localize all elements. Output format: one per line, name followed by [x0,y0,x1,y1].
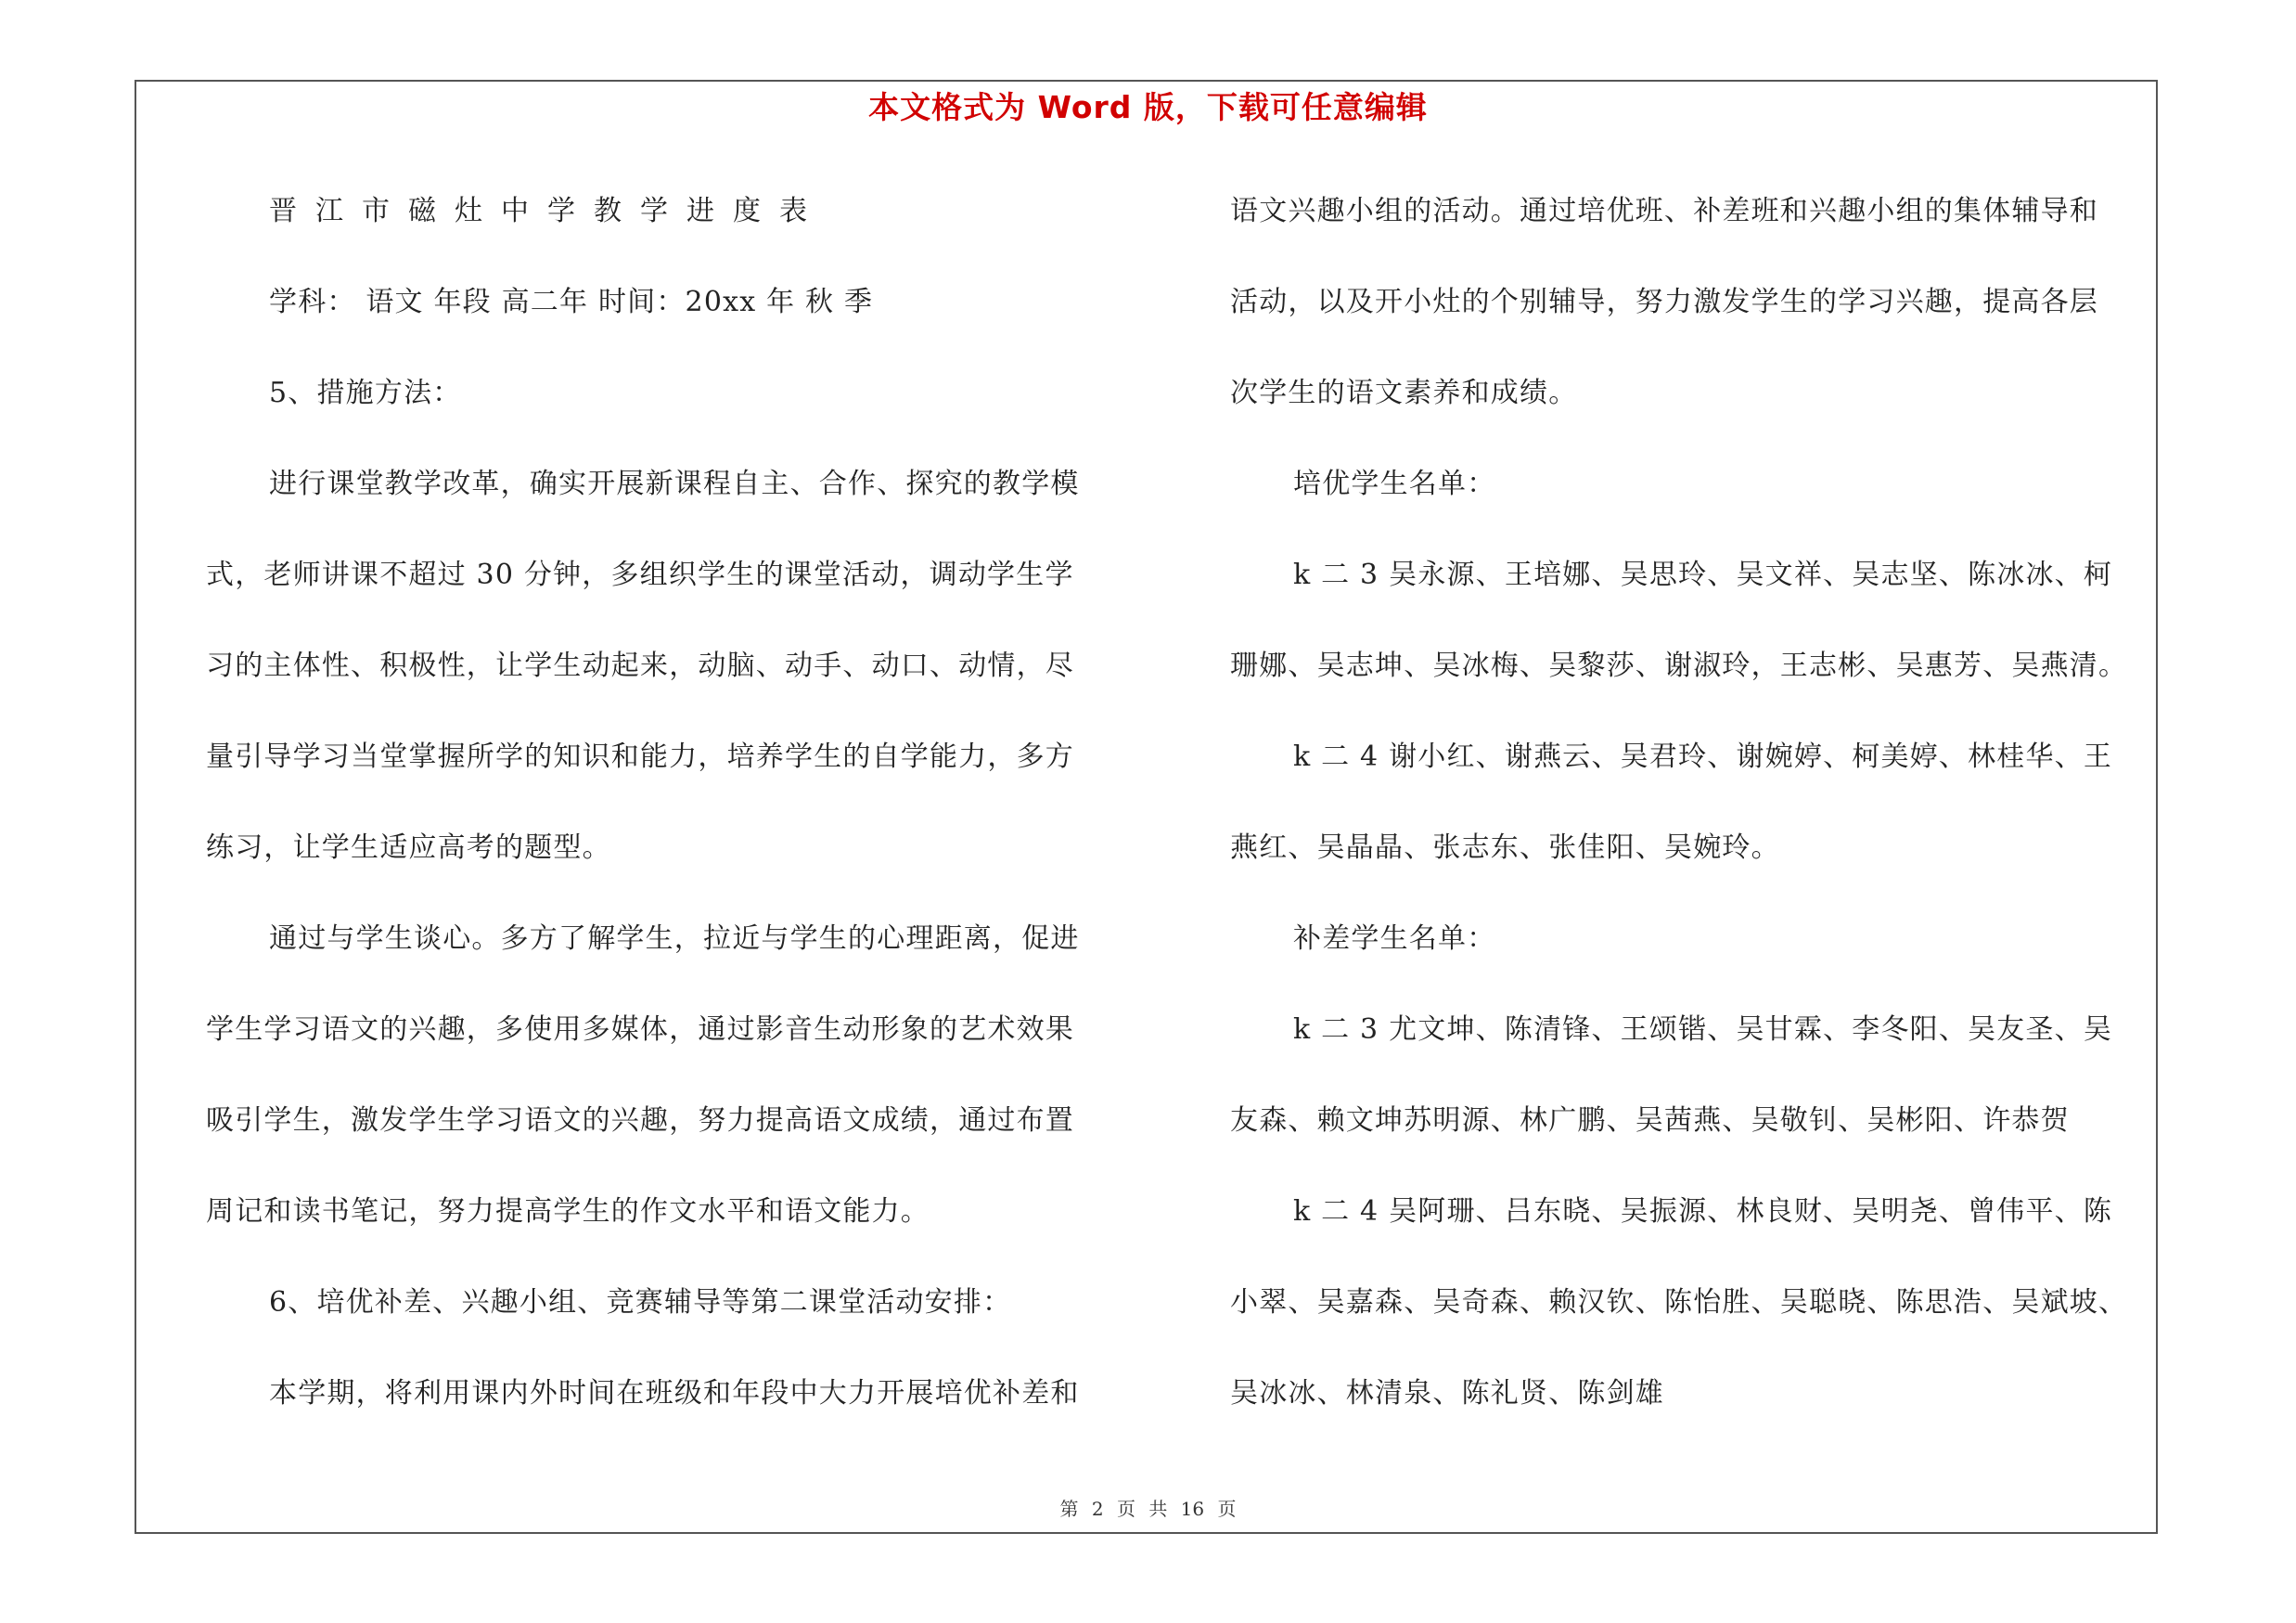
footer-total-pages: 16 [1180,1498,1205,1520]
format-banner: 本文格式为 Word 版，下载可任意编辑 [868,89,1428,125]
text-line: 晋江市磁灶中学教学进度表 [269,195,826,227]
text-line: 学科： 语文 年段 高二年 时间：20xx 年 秋 季 [269,286,874,318]
text-line: 培优学生名单： [1293,468,1496,500]
text-line: 本学期，将利用课内外时间在班级和年段中大力开展培优补差和 [269,1377,1080,1410]
text-line: 习的主体性、积极性，让学生动起来，动脑、动手、动口、动情，尽 [206,650,1074,682]
text-line: k 二 3 吴永源、王培娜、吴思玲、吴文祥、吴志坚、陈冰冰、柯 [1293,559,2113,591]
footer-total-word: 共 [1148,1498,1168,1520]
footer-suffix: 页 [1217,1498,1237,1520]
footer-current-page: 2 [1091,1498,1104,1520]
text-line: k 二 3 尤文坤、陈清锋、王颂锴、吴甘霖、李冬阳、吴友圣、吴 [1293,1013,2113,1046]
text-line: 小翠、吴嘉森、吴奇森、赖汉钦、陈怡胜、吴聪晓、陈思浩、吴斌坡、 [1230,1286,2128,1319]
text-line: k 二 4 谢小红、谢燕云、吴君玲、谢婉婷、柯美婷、林桂华、王 [1293,741,2113,773]
text-line: 语文兴趣小组的活动。通过培优班、补差班和兴趣小组的集体辅导和 [1230,195,2098,227]
left-column [206,184,1124,1457]
text-line: 吴冰冰、林清泉、陈礼贤、陈剑雄 [1230,1377,1664,1410]
text-line: 量引导学习当堂掌握所学的知识和能力，培养学生的自学能力，多方 [206,741,1074,773]
text-line: 练习，让学生适应高考的题型。 [206,831,611,864]
text-line: 珊娜、吴志坤、吴冰梅、吴黎莎、谢淑玲，王志彬、吴惠芳、吴燕清。 [1230,650,2128,682]
text-line: 活动，以及开小灶的个别辅导，努力激发学生的学习兴趣，提高各层 [1230,286,2098,318]
footer-prefix: 第 [1059,1498,1079,1520]
text-line: 学生学习语文的兴趣，多使用多媒体，通过影音生动形象的艺术效果 [206,1013,1074,1046]
text-line: 5、措施方法： [269,377,462,409]
text-line: 友森、赖文坤苏明源、林广鹏、吴茜燕、吴敬钊、吴彬阳、许恭贺 [1230,1104,2070,1137]
text-line: 燕红、吴晶晶、张志东、张佳阳、吴婉玲。 [1230,831,1780,864]
text-line: k 二 4 吴阿珊、吕东晓、吴振源、林良财、吴明尧、曾伟平、陈 [1293,1195,2113,1228]
right-column [1230,184,2152,1457]
text-line: 通过与学生谈心。多方了解学生，拉近与学生的心理距离，促进 [269,922,1080,955]
text-line: 补差学生名单： [1293,922,1496,955]
text-line: 6、培优补差、兴趣小组、竞赛辅导等第二课堂活动安排： [269,1286,1012,1319]
text-line: 周记和读书笔记，努力提高学生的作文水平和语文能力。 [206,1195,930,1228]
footer-page-word: 页 [1116,1498,1135,1520]
text-line: 吸引学生，激发学生学习语文的兴趣，努力提高语文成绩，通过布置 [206,1104,1074,1137]
text-line: 式，老师讲课不超过 30 分钟，多组织学生的课堂活动，调动学生学 [206,559,1074,591]
text-line: 次学生的语文素养和成绩。 [1230,377,1578,409]
text-line: 进行课堂教学改革，确实开展新课程自主、合作、探究的教学模 [269,468,1080,500]
page-footer [0,1494,2296,1521]
